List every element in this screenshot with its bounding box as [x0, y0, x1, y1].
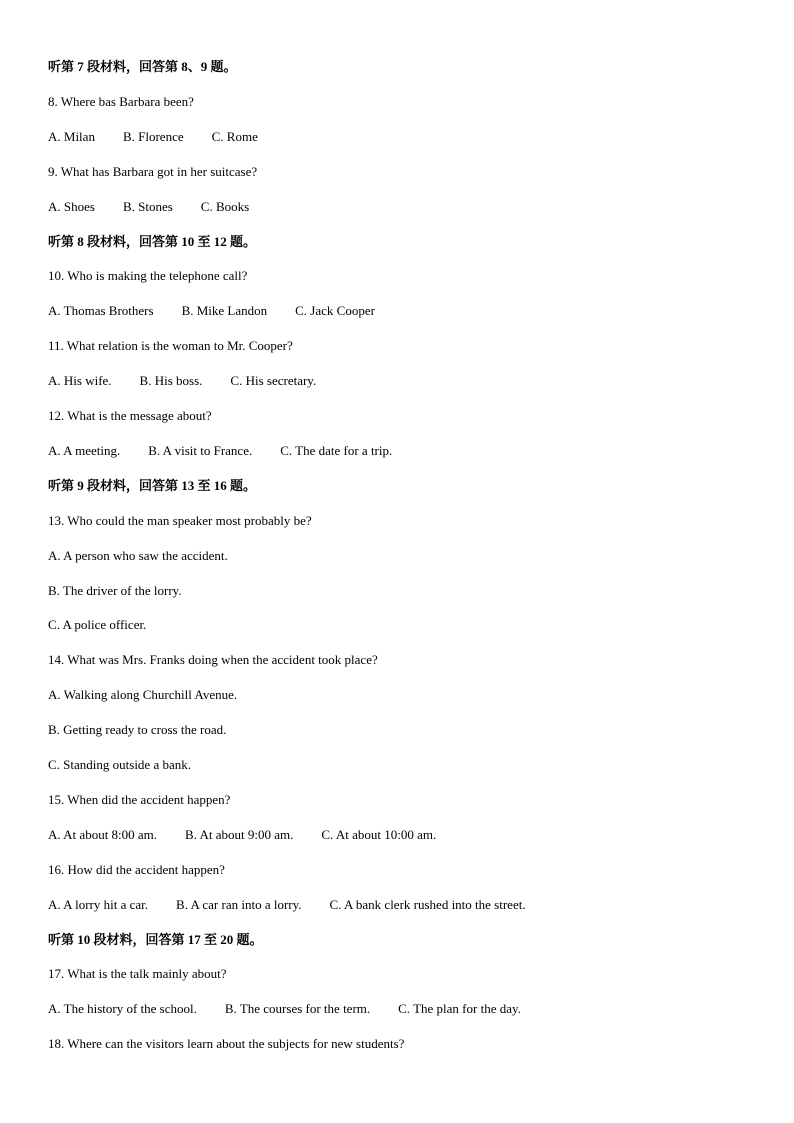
- answer-options-row: [48, 302, 375, 320]
- question-text: 17. What is the talk mainly about?: [48, 966, 227, 982]
- question-text: 16. How did the accident happen?: [48, 861, 225, 877]
- answer-option: A. At about 8:00 am.: [48, 826, 158, 842]
- question-text: 14. What was Mrs. Franks doing when the accident took place?: [48, 652, 378, 668]
- answer-option: C. His secretary.: [230, 373, 317, 389]
- question-text: 15. When did the accident happen?: [48, 791, 231, 807]
- answer-option: C. At about 10:00 am.: [321, 826, 437, 842]
- answer-option: A. Walking along Churchill Avenue.: [48, 687, 238, 703]
- answer-options-row: [48, 442, 392, 460]
- answer-option: A. Milan: [48, 128, 95, 144]
- answer-option: C. A bank clerk rushed into the street.: [329, 896, 526, 912]
- question-text: 18. Where can the visitors learn about the subjects for new students?: [48, 1036, 405, 1052]
- answer-options-row: [48, 372, 316, 390]
- answer-option: C. Rome: [211, 128, 258, 144]
- question-text: 10. Who is making the telephone call?: [48, 268, 248, 284]
- question-text: 8. Where bas Barbara been?: [48, 93, 194, 109]
- answer-option: B. The driver of the lorry.: [48, 582, 182, 598]
- section-heading: 听第 9 段材料，回答第 13 至 16 题。: [48, 477, 257, 493]
- answer-options-row: [48, 826, 436, 844]
- answer-option: B. His boss.: [139, 373, 203, 389]
- answer-options-row: [48, 128, 258, 146]
- answer-option: C. A police officer.: [48, 617, 147, 633]
- answer-option: C. Books: [200, 198, 250, 214]
- question-text: 13. Who could the man speaker most probably be?: [48, 512, 312, 528]
- answer-option: B. A car ran into a lorry.: [176, 896, 302, 912]
- answer-option: B. Mike Landon: [181, 303, 268, 319]
- question-text: 11. What relation is the woman to Mr. Cooper?: [48, 338, 293, 354]
- answer-option: B. A visit to France.: [148, 442, 253, 458]
- question-text: 9. What has Barbara got in her suitcase?: [48, 163, 258, 179]
- answer-option: B. Florence: [122, 128, 184, 144]
- answer-option: A. A lorry hit a car.: [48, 896, 149, 912]
- answer-option: C. The date for a trip.: [280, 442, 393, 458]
- answer-option: A. The history of the school.: [48, 1001, 197, 1017]
- answer-option: A. His wife.: [48, 373, 112, 389]
- answer-option: A. A person who saw the accident.: [48, 547, 228, 563]
- answer-option: A. Thomas Brothers: [48, 303, 154, 319]
- answer-option: A. Shoes: [48, 198, 95, 214]
- answer-option: A. A meeting.: [48, 442, 121, 458]
- answer-options-row: [48, 896, 526, 914]
- question-text: 12. What is the message about?: [48, 408, 212, 423]
- section-heading: 听第 10 段材料，回答第 17 至 20 题。: [48, 931, 263, 947]
- answer-options-row: [48, 198, 249, 216]
- answer-option: C. The plan for the day.: [398, 1001, 521, 1017]
- answer-option: C. Jack Cooper: [295, 303, 375, 319]
- answer-option: C. Standing outside a bank.: [48, 757, 191, 772]
- answer-option: B. The courses for the term.: [224, 1001, 371, 1017]
- answer-option: B. Getting ready to cross the road.: [48, 722, 227, 738]
- section-heading: 听第 8 段材料，回答第 10 至 12 题。: [48, 233, 257, 249]
- answer-option: B. Stones: [122, 198, 173, 214]
- answer-options-row: [48, 1000, 521, 1018]
- answer-option: B. At about 9:00 am.: [185, 826, 294, 842]
- section-heading: 听第 7 段材料，回答第 8、9 题。: [48, 59, 237, 74]
